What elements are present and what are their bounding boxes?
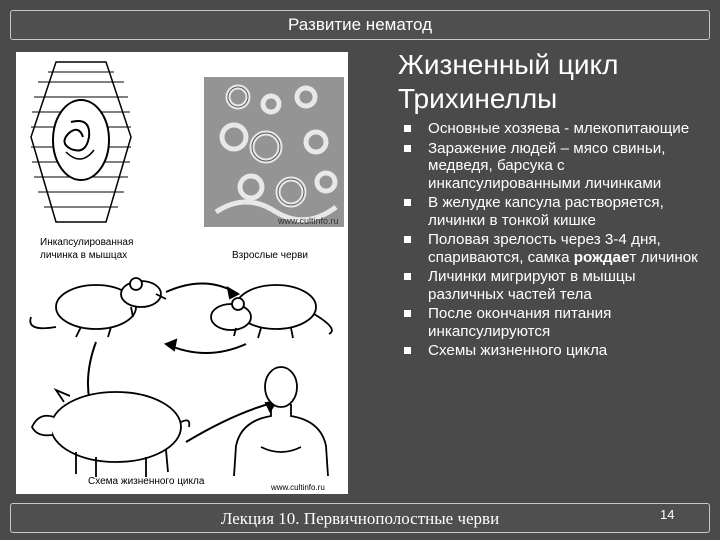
bottom-watermark: www.cultinfo.ru <box>271 483 325 492</box>
bullet-text: т личинок <box>629 248 698 266</box>
bullet-text: Схемы жизненного цикла <box>428 342 608 359</box>
square-bullet-icon <box>404 236 411 243</box>
square-bullet-icon <box>404 310 411 317</box>
footer-text: Лекция 10. Первичнополостные черви <box>220 509 500 528</box>
bullet-text: Личинки мигрируют в мышцы различных частей тела <box>428 268 636 303</box>
bullet-item <box>398 231 708 266</box>
bullet-item <box>398 194 708 229</box>
bullet-item <box>398 140 708 193</box>
slide-title-line1: Жизненный цикл <box>398 49 619 80</box>
label-larva-line2: личинка в мышцах <box>40 250 128 261</box>
square-bullet-icon <box>404 145 411 152</box>
bullet-item <box>398 342 708 360</box>
photo-watermark: www.cultinfo.ru <box>278 216 339 226</box>
header-bar <box>10 10 710 40</box>
square-bullet-icon <box>404 125 411 132</box>
bullet-text: Основные хозяева - млекопитающие <box>428 120 690 137</box>
adult-worms-photo <box>204 77 344 227</box>
label-adults: Взрослые черви <box>232 250 308 261</box>
header-title: Развитие нематод <box>287 15 433 34</box>
pig-drawing <box>32 390 189 477</box>
bullet-text: Заражение людей – мясо свиньи, медведя, барсука с инкапсулированными личинками <box>428 139 666 192</box>
bullet-text-bold: рождае <box>573 248 630 266</box>
bullet-item <box>398 305 708 340</box>
life-cycle-illustration <box>16 52 348 494</box>
human-drawing <box>234 367 328 476</box>
label-larva-line1: Инкапсулированная <box>40 237 134 248</box>
slide-title <box>398 48 708 116</box>
page-number: 14 <box>660 507 675 522</box>
muscle-larva-drawing <box>31 62 131 222</box>
life-cycle-figure <box>16 52 348 494</box>
label-scheme: Схема жизненного цикла <box>88 476 205 487</box>
square-bullet-icon <box>404 199 411 206</box>
bullet-item <box>398 268 708 303</box>
square-bullet-icon <box>404 347 411 354</box>
bullet-text: Половая зрелость через 3-4 дня, спариваются, самка <box>428 231 661 266</box>
footer-bar <box>10 503 710 533</box>
rat-left <box>30 278 166 337</box>
bullet-item <box>398 120 708 138</box>
bullet-list <box>398 120 708 362</box>
slide-title-line2: Трихинеллы <box>398 83 558 114</box>
bullet-text: После окончания питания инкапсулируются <box>428 305 612 340</box>
square-bullet-icon <box>404 273 411 280</box>
bullet-text: В желудке капсула растворяется, личинки в тонкой кишке <box>428 194 664 229</box>
